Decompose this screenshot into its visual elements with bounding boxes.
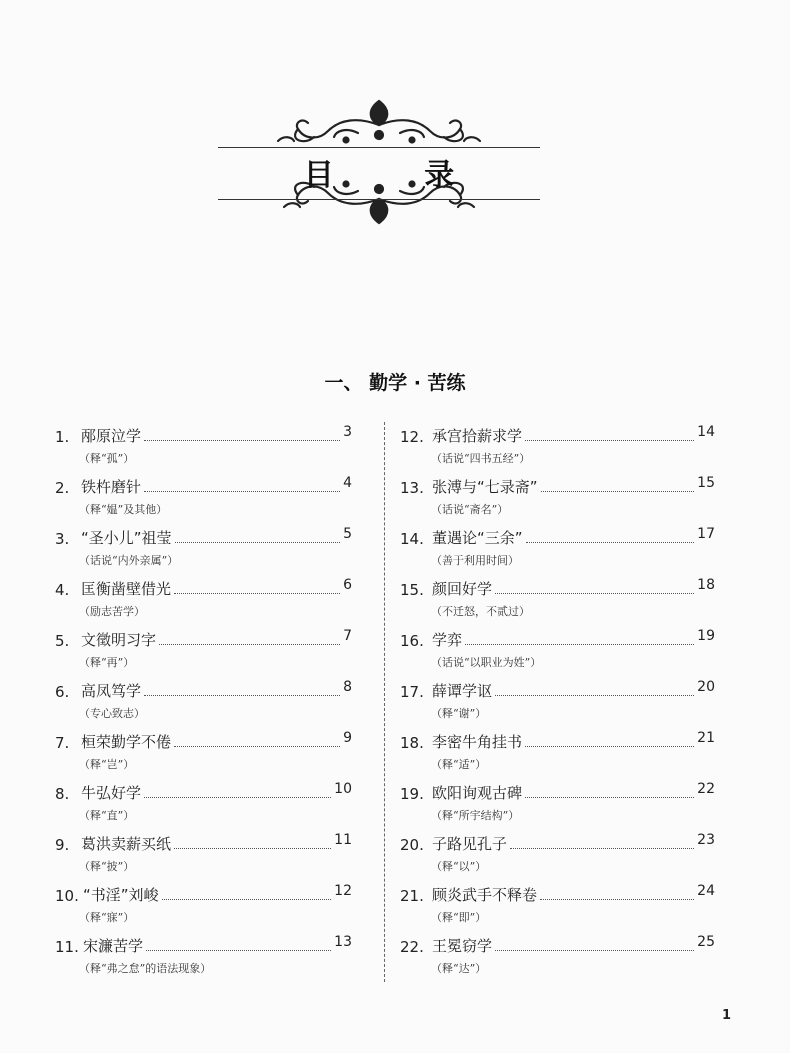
- entry-subtitle: （释“岂”）: [79, 758, 135, 771]
- toc-entry[interactable]: [55, 575, 352, 626]
- dot-leader: [174, 848, 331, 849]
- entry-page: 5: [343, 526, 352, 542]
- dot-leader: [175, 542, 341, 543]
- dot-leader: [526, 542, 695, 543]
- entry-page: 13: [334, 934, 352, 950]
- title-rule-top: [218, 147, 540, 148]
- entry-subtitle: （释“直”）: [79, 809, 135, 822]
- toc-entry[interactable]: [400, 830, 715, 881]
- dot-leader: [174, 746, 340, 747]
- entry-number: 19.: [400, 785, 424, 803]
- dot-leader: [144, 797, 331, 798]
- entry-page: 15: [697, 475, 715, 491]
- entry-page: 7: [343, 628, 352, 644]
- entry-title[interactable]: 承宫拾薪求学: [432, 427, 523, 445]
- toc-entry[interactable]: [400, 575, 715, 626]
- entry-number: 10.: [55, 887, 79, 905]
- dot-leader: [541, 491, 695, 492]
- entry-page: 8: [343, 679, 352, 695]
- toc-entry[interactable]: [400, 422, 715, 473]
- entry-subtitle: （话说“以职业为姓”）: [431, 656, 542, 669]
- entry-title[interactable]: 宋濂苦学: [83, 937, 144, 955]
- dot-leader: [144, 440, 340, 441]
- entry-number: 12.: [400, 428, 424, 446]
- toc-entry[interactable]: [400, 677, 715, 728]
- entry-subtitle: （专心致志）: [79, 707, 145, 720]
- dot-leader: [495, 593, 694, 594]
- column-divider: [384, 422, 385, 982]
- entry-number: 18.: [400, 734, 424, 752]
- entry-title[interactable]: 高凤笃学: [81, 682, 142, 700]
- dot-leader: [525, 746, 694, 747]
- toc-entry[interactable]: [55, 524, 352, 575]
- entry-subtitle: （释“达”）: [431, 962, 487, 975]
- toc-entry[interactable]: [55, 728, 352, 779]
- dot-leader: [159, 644, 340, 645]
- entry-number: 15.: [400, 581, 424, 599]
- entry-title[interactable]: 邴原泣学: [81, 427, 142, 445]
- entry-subtitle: （励志苦学）: [79, 605, 145, 618]
- entry-page: 18: [697, 577, 715, 593]
- entry-title[interactable]: 葛洪卖薪买纸: [81, 835, 172, 853]
- entry-title[interactable]: 薛谭学讴: [432, 682, 493, 700]
- entry-page: 24: [697, 883, 715, 899]
- entry-number: 5.: [55, 632, 70, 650]
- entry-number: 20.: [400, 836, 424, 854]
- toc-entry[interactable]: [400, 881, 715, 932]
- entry-title[interactable]: 子路见孔子: [432, 835, 508, 853]
- entry-number: 16.: [400, 632, 424, 650]
- entry-number: 14.: [400, 530, 424, 548]
- dot-leader: [174, 593, 340, 594]
- entry-number: 22.: [400, 938, 424, 956]
- toc-entry[interactable]: [55, 677, 352, 728]
- entry-page: 11: [334, 832, 352, 848]
- dot-leader: [144, 491, 340, 492]
- dot-leader: [495, 695, 694, 696]
- entry-page: 23: [697, 832, 715, 848]
- toc-entry[interactable]: [55, 881, 352, 932]
- entry-page: 20: [697, 679, 715, 695]
- entry-title[interactable]: 王冕窃学: [432, 937, 493, 955]
- dot-leader: [465, 644, 694, 645]
- entry-number: 21.: [400, 887, 424, 905]
- entry-title[interactable]: 顾炎武手不释卷: [432, 886, 538, 904]
- entry-subtitle: （释“媪”及其他）: [79, 503, 168, 516]
- dot-leader: [495, 950, 694, 951]
- entry-title[interactable]: 颜回好学: [432, 580, 493, 598]
- entry-number: 3.: [55, 530, 70, 548]
- entry-subtitle: （不迁怒，不贰过）: [431, 605, 530, 618]
- title-rule-bottom: [218, 199, 540, 200]
- entry-subtitle: （善于利用时间）: [431, 554, 519, 567]
- entry-page: 19: [697, 628, 715, 644]
- toc-entry[interactable]: [400, 473, 715, 524]
- page-title: 目 录: [303, 158, 495, 193]
- entry-page: 14: [697, 424, 715, 440]
- toc-entry[interactable]: [55, 626, 352, 677]
- dot-leader: [510, 848, 694, 849]
- entry-number: 11.: [55, 938, 79, 956]
- entry-subtitle: （释“以”）: [431, 860, 487, 873]
- entry-page: 21: [697, 730, 715, 746]
- entry-subtitle: （释“即”）: [431, 911, 487, 924]
- entry-subtitle: （话说“内外亲属”）: [79, 554, 179, 567]
- entry-title[interactable]: 匡衡凿壁借光: [81, 580, 172, 598]
- entry-subtitle: （话说“四书五经”）: [431, 452, 531, 465]
- entry-subtitle: （释“寐”）: [79, 911, 135, 924]
- dot-leader: [540, 899, 694, 900]
- entry-title[interactable]: “圣小儿”祖莹: [81, 529, 172, 547]
- entry-subtitle: （释“再”）: [79, 656, 135, 669]
- entry-title[interactable]: 董遇论“三余”: [432, 529, 523, 547]
- entry-page: 3: [343, 424, 352, 440]
- page-number: 1: [722, 1008, 732, 1023]
- toc-entry[interactable]: [55, 779, 352, 830]
- entry-number: 1.: [55, 428, 70, 446]
- entry-subtitle: （释“谢”）: [431, 707, 487, 720]
- dot-leader: [146, 950, 331, 951]
- entry-title[interactable]: “书淫”刘峻: [83, 886, 159, 904]
- entry-subtitle: （释“孤”）: [79, 452, 135, 465]
- toc-right-column: [400, 422, 715, 983]
- section-title: 一、 勤学 · 苦练: [324, 372, 466, 394]
- entry-page: 4: [343, 475, 352, 491]
- toc-entry[interactable]: [55, 830, 352, 881]
- entry-subtitle: （话说“斋名”）: [431, 503, 509, 516]
- entry-title[interactable]: 学弈: [432, 631, 463, 649]
- entry-page: 9: [343, 730, 352, 746]
- entry-title[interactable]: 文徵明习字: [81, 631, 157, 649]
- entry-title[interactable]: 牛弘好学: [81, 784, 142, 802]
- entry-number: 13.: [400, 479, 424, 497]
- dot-leader: [525, 440, 694, 441]
- entry-title[interactable]: 欧阳询观古碑: [432, 784, 523, 802]
- entry-number: 4.: [55, 581, 70, 599]
- dot-leader: [525, 797, 694, 798]
- entry-title[interactable]: 李密牛角挂书: [432, 733, 523, 751]
- entry-number: 8.: [55, 785, 70, 803]
- entry-subtitle: （释“弗之怠”的语法现象）: [79, 962, 212, 975]
- entry-subtitle: （释“披”）: [79, 860, 135, 873]
- entry-subtitle: （释“适”）: [431, 758, 487, 771]
- entry-page: 22: [697, 781, 715, 797]
- toc-entry[interactable]: [400, 932, 715, 983]
- toc-entry[interactable]: [55, 473, 352, 524]
- entry-number: 9.: [55, 836, 70, 854]
- entry-page: 17: [697, 526, 715, 542]
- entry-number: 7.: [55, 734, 70, 752]
- toc-entry[interactable]: [400, 779, 715, 830]
- dot-leader: [144, 695, 340, 696]
- toc-entry[interactable]: [400, 728, 715, 779]
- entry-number: 17.: [400, 683, 424, 701]
- title-banner: [218, 95, 540, 230]
- entry-title[interactable]: 铁杵磨针: [81, 478, 142, 496]
- entry-number: 6.: [55, 683, 70, 701]
- toc-entry[interactable]: [400, 626, 715, 677]
- entry-page: 6: [343, 577, 352, 593]
- entry-title[interactable]: 张溥与“七录斋”: [432, 478, 538, 496]
- entry-page: 10: [334, 781, 352, 797]
- entry-subtitle: （释“所宇结构”）: [431, 809, 520, 822]
- toc-entry[interactable]: [55, 932, 352, 983]
- toc-entry[interactable]: [400, 524, 715, 575]
- dot-leader: [162, 899, 332, 900]
- toc-left-column: [55, 422, 352, 983]
- entry-number: 2.: [55, 479, 70, 497]
- toc-entry[interactable]: [55, 422, 352, 473]
- entry-page: 25: [697, 934, 715, 950]
- entry-title[interactable]: 桓荣勤学不倦: [81, 733, 172, 751]
- entry-page: 12: [334, 883, 352, 899]
